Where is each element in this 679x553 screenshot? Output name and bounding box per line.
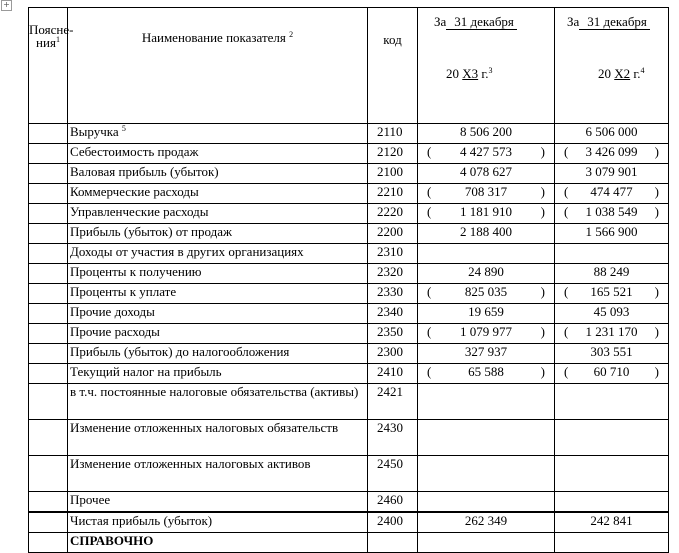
row-code: 2460	[368, 492, 418, 513]
table-row	[29, 184, 669, 204]
open-bracket: (	[564, 144, 569, 159]
value-number: 474 477	[590, 184, 633, 199]
row-indicator-name	[68, 124, 368, 144]
row-indicator-label: в т.ч. постоянные налоговые обязательства (активы)	[70, 384, 359, 399]
header-notes-label: Пояснения	[29, 22, 74, 50]
row-indicator-name	[68, 512, 368, 533]
row-value-period2	[555, 124, 669, 144]
row-indicator-name	[68, 456, 368, 492]
row-notes-cell	[29, 144, 68, 164]
row-code: 2330	[368, 284, 418, 304]
income-statement-table	[28, 7, 669, 553]
table-row	[29, 344, 669, 364]
row-value-period2	[555, 492, 669, 513]
row-value-period2	[555, 512, 669, 533]
open-bracket: (	[564, 284, 569, 299]
row-value-period1	[418, 364, 555, 384]
row-code: 2120	[368, 144, 418, 164]
header-period1-year-suffix: г.	[481, 66, 489, 81]
open-bracket: (	[564, 184, 569, 199]
row-value-period2	[555, 456, 669, 492]
row-value-period1	[418, 344, 555, 364]
row-value-period2	[555, 204, 669, 224]
row-indicator-name	[68, 264, 368, 284]
row-code: 2430	[368, 420, 418, 456]
header-period1-year-prefix: 20	[446, 66, 459, 81]
row-value-period2	[555, 364, 669, 384]
value-number: 24 890	[468, 264, 504, 279]
row-footnote: 5	[121, 124, 126, 133]
row-indicator-label: Чистая прибыль (убыток)	[70, 513, 213, 528]
value-number: 3 079 901	[585, 164, 638, 179]
value-number: 303 551	[590, 344, 633, 359]
close-bracket: )	[540, 364, 545, 379]
row-notes-cell	[29, 492, 68, 513]
row-code: 2320	[368, 264, 418, 284]
row-indicator-label: Прочие доходы	[70, 304, 155, 319]
row-indicator-label: Коммерческие расходы	[70, 184, 199, 199]
header-indicator-name-label: Наименование показателя	[141, 30, 286, 45]
table-row	[29, 492, 669, 513]
row-notes-cell	[29, 324, 68, 344]
row-code: 2300	[368, 344, 418, 364]
row-value-period2	[555, 244, 669, 264]
row-value-period2	[555, 420, 669, 456]
table-row	[29, 284, 669, 304]
close-bracket: )	[654, 184, 659, 199]
value-number: 3 426 099	[585, 144, 638, 159]
value-number: 327 937	[464, 344, 508, 359]
row-indicator-name	[68, 420, 368, 456]
close-bracket: )	[540, 284, 545, 299]
row-notes-cell	[29, 184, 68, 204]
header-period2-cell	[555, 8, 669, 124]
row-value-period1	[418, 512, 555, 533]
row-indicator-label: Прочее	[70, 492, 111, 507]
row-indicator-label: СПРАВОЧНО	[70, 533, 154, 548]
value-number: 45 093	[593, 304, 630, 319]
header-period1-year: Х3	[462, 66, 479, 81]
value-number: 1 231 170	[585, 324, 638, 339]
row-indicator-label: Проценты к уплате	[70, 284, 177, 299]
row-value-period1	[418, 533, 555, 553]
value-number: 1 079 977	[460, 324, 512, 339]
row-notes-cell	[29, 204, 68, 224]
value-number: 4 427 573	[460, 144, 512, 159]
row-value-period1	[418, 304, 555, 324]
open-bracket: (	[427, 284, 432, 299]
close-bracket: )	[540, 184, 545, 199]
table-row	[29, 244, 669, 264]
row-indicator-name	[68, 224, 368, 244]
value-number: 262 349	[464, 513, 508, 528]
row-code: 2110	[368, 124, 418, 144]
row-notes-cell	[29, 244, 68, 264]
open-bracket: (	[427, 204, 432, 219]
row-code: 2220	[368, 204, 418, 224]
header-period1-date: 31 декабря	[446, 14, 517, 30]
header-period2-for: За	[567, 14, 580, 29]
row-notes-cell	[29, 344, 68, 364]
row-indicator-label: Проценты к получению	[70, 264, 202, 279]
row-code: 2410	[368, 364, 418, 384]
row-notes-cell	[29, 456, 68, 492]
header-code-cell	[368, 8, 418, 124]
row-value-period2	[555, 324, 669, 344]
header-period2-year-suffix: г.	[633, 66, 641, 81]
row-indicator-label: Текущий налог на прибыль	[70, 364, 222, 379]
row-value-period2	[555, 184, 669, 204]
header-indicator-footnote: 2	[289, 30, 294, 39]
table-row	[29, 224, 669, 244]
row-code: 2350	[368, 324, 418, 344]
row-value-period1	[418, 420, 555, 456]
close-bracket: )	[654, 284, 659, 299]
table-row	[29, 512, 669, 533]
table-row	[29, 324, 669, 344]
value-number: 1 181 910	[460, 204, 512, 219]
row-notes-cell	[29, 420, 68, 456]
row-value-period2	[555, 533, 669, 553]
row-value-period1	[418, 144, 555, 164]
value-number: 708 317	[464, 184, 508, 199]
open-bracket: (	[427, 324, 432, 339]
row-value-period1	[418, 244, 555, 264]
header-period2-year-prefix: 20	[598, 66, 611, 81]
row-value-period1	[418, 284, 555, 304]
row-indicator-name	[68, 164, 368, 184]
row-value-period2	[555, 164, 669, 184]
close-bracket: )	[654, 324, 659, 339]
header-notes-footnote: 1	[55, 35, 60, 44]
row-value-period1	[418, 184, 555, 204]
header-period1-footnote: 3	[488, 66, 493, 75]
table-row	[29, 533, 669, 553]
table-row	[29, 124, 669, 144]
row-notes-cell	[29, 533, 68, 553]
table-row	[29, 384, 669, 420]
row-notes-cell	[29, 124, 68, 144]
row-code: 2421	[368, 384, 418, 420]
row-value-period2	[555, 264, 669, 284]
header-code-label: код	[383, 32, 402, 47]
row-indicator-label: Прочие расходы	[70, 324, 160, 339]
row-indicator-label: Доходы от участия в других организациях	[70, 244, 304, 259]
row-value-period1	[418, 164, 555, 184]
row-value-period1	[418, 384, 555, 420]
close-bracket: )	[654, 204, 659, 219]
header-period2-date: 31 декабря	[579, 14, 650, 30]
row-value-period2	[555, 284, 669, 304]
row-indicator-name	[68, 384, 368, 420]
row-indicator-label: Прибыль (убыток) от продаж	[70, 224, 232, 239]
value-number: 165 521	[590, 284, 633, 299]
open-bracket: (	[564, 204, 569, 219]
row-indicator-name	[68, 304, 368, 324]
row-indicator-label: Управленческие расходы	[70, 204, 209, 219]
row-value-period2	[555, 304, 669, 324]
row-indicator-name	[68, 492, 368, 513]
row-value-period2	[555, 344, 669, 364]
row-indicator-name	[68, 244, 368, 264]
row-indicator-name	[68, 144, 368, 164]
table-row	[29, 364, 669, 384]
row-code: 2400	[368, 512, 418, 533]
row-value-period1	[418, 204, 555, 224]
row-notes-cell	[29, 304, 68, 324]
table-row	[29, 420, 669, 456]
row-indicator-label: Себестоимость продаж	[70, 144, 199, 159]
header-indicator-name-cell	[68, 8, 368, 124]
close-bracket: )	[654, 364, 659, 379]
row-value-period1	[418, 456, 555, 492]
value-number: 19 659	[468, 304, 504, 319]
close-bracket: )	[540, 324, 545, 339]
row-indicator-name	[68, 284, 368, 304]
value-number: 65 588	[468, 364, 504, 379]
table-header-row	[29, 8, 669, 124]
table-body	[29, 124, 669, 553]
row-value-period1	[418, 124, 555, 144]
table-row	[29, 144, 669, 164]
row-indicator-name	[68, 344, 368, 364]
table-row	[29, 264, 669, 284]
value-number: 60 710	[593, 364, 630, 379]
table-move-handle-icon[interactable]: +	[1, 0, 12, 11]
row-indicator-name	[68, 204, 368, 224]
value-number: 1 566 900	[585, 224, 638, 239]
row-value-period1	[418, 324, 555, 344]
close-bracket: )	[540, 204, 545, 219]
row-code: 2310	[368, 244, 418, 264]
row-code: 2100	[368, 164, 418, 184]
value-number: 2 188 400	[460, 224, 512, 239]
open-bracket: (	[427, 184, 432, 199]
row-value-period1	[418, 224, 555, 244]
row-code	[368, 533, 418, 553]
row-indicator-name	[68, 324, 368, 344]
row-indicator-label: Прибыль (убыток) до налогообложения	[70, 344, 290, 359]
close-bracket: )	[540, 144, 545, 159]
header-notes-cell	[29, 8, 74, 124]
close-bracket: )	[654, 144, 659, 159]
row-code: 2200	[368, 224, 418, 244]
table-row	[29, 304, 669, 324]
open-bracket: (	[427, 144, 432, 159]
value-number: 8 506 200	[460, 124, 512, 139]
header-period2-footnote: 4	[640, 66, 645, 75]
row-indicator-name	[68, 533, 368, 553]
header-period1-cell	[418, 8, 555, 124]
row-notes-cell	[29, 512, 68, 533]
value-number: 1 038 549	[585, 204, 638, 219]
row-indicator-name	[68, 364, 368, 384]
open-bracket: (	[427, 364, 432, 379]
row-indicator-label: Выручка	[70, 124, 119, 139]
value-number: 4 078 627	[460, 164, 512, 179]
row-notes-cell	[29, 284, 68, 304]
row-code: 2210	[368, 184, 418, 204]
header-period1-for: За	[434, 14, 447, 29]
row-value-period2	[555, 224, 669, 244]
row-value-period1	[418, 264, 555, 284]
row-code: 2340	[368, 304, 418, 324]
header-period2-year: Х2	[614, 66, 631, 81]
value-number: 242 841	[590, 513, 633, 528]
row-code: 2450	[368, 456, 418, 492]
row-notes-cell	[29, 364, 68, 384]
row-indicator-label: Валовая прибыль (убыток)	[70, 164, 219, 179]
row-indicator-label: Изменение отложенных налоговых обязательств	[70, 420, 339, 435]
table-row	[29, 204, 669, 224]
value-number: 6 506 000	[585, 124, 638, 139]
row-value-period1	[418, 492, 555, 513]
value-number: 88 249	[593, 264, 630, 279]
table-row	[29, 456, 669, 492]
row-indicator-name	[68, 184, 368, 204]
open-bracket: (	[564, 324, 569, 339]
row-value-period2	[555, 384, 669, 420]
row-notes-cell	[29, 224, 68, 244]
row-notes-cell	[29, 264, 68, 284]
row-value-period2	[555, 144, 669, 164]
table-row	[29, 164, 669, 184]
value-number: 825 035	[464, 284, 508, 299]
open-bracket: (	[564, 364, 569, 379]
row-indicator-label: Изменение отложенных налоговых активов	[70, 456, 311, 471]
row-notes-cell	[29, 384, 68, 420]
row-notes-cell	[29, 164, 68, 184]
